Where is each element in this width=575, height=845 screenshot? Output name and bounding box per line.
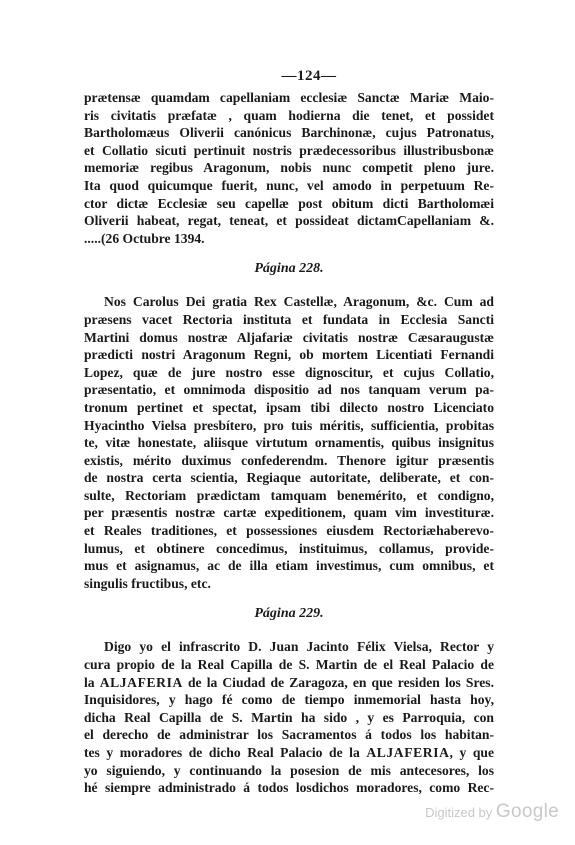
aljaferia-smallcaps: ALJAFERIA [99,674,183,690]
text-line: lumus, et obtinere concedimus, instituimus, collamus, provide- [84,540,494,556]
text-line: ctor dictæ Ecclesiæ seu capellæ post obitum dicti Bartholomæi [84,195,494,211]
text-line: Ita quod quicumque fuerit, nunc, vel amodo in perpetuum Re- [84,177,494,193]
text-line: te, vitæ honestate, aliisque virtutum ornamentis, quibus insignitus [84,435,494,451]
text-line: tes y moradores de dicho Real Palacio de la ALJAFERIA, y que [84,745,494,760]
aljaferia-smallcaps: ALJAFERIA [366,745,450,760]
text-line: singulis fructibus, etc. [84,575,211,591]
text-line: sulte, Rectoriam prædictam tamquam benemérito, et condigno, [84,487,494,503]
text-line: .....(26 Octubre 1394. [84,230,205,246]
text-line: Hyacintho Vielsa presbítero, pro tuis méritis, sufficientia, probitas [84,417,494,433]
text-line: existis, mérito duximus confederendm. Thenore igitur præsentis [84,452,494,468]
text-line: dicha Real Capilla de S. Martin ha sido , y es Parroquia, con [84,709,494,725]
text-line: prætensæ quamdam capellaniam ecclesiæ Sanctæ Mariæ Maio- [84,90,494,105]
text-line: el derecho de administrar los Sacramentos á todos los habitan- [84,727,494,743]
text-line: Nos Carolus Dei gratia Rex Castellæ, Aragonum, &c. Cum ad [104,294,494,310]
text-line: præsentatio, et omnimoda dispositio ad nos tanquam verum pa- [84,382,494,398]
watermark-prefix: Digitized by [425,805,493,820]
text-line: hé siempre administrado á todos losdichos moradores, como Rec- [84,780,494,796]
text-line: yo siguiendo, y continuando la posesion de mis antecesores, los [84,762,494,778]
section-heading-229: Página 229. [254,606,324,622]
google-logo: Google [495,801,559,822]
text-line: la ALJAFERIA de la Ciudad de Zaragoza, en que residen los Sres. [84,674,494,690]
text-line: Inquisidores, y hago fé como de tiempo inmemorial hasta hoy, [84,692,494,708]
paragraph-spanish [84,638,494,796]
text-line: Martini domus nostræ Aljafariæ civitatis nostræ Cæsaraugustæ [84,329,494,345]
text-line: prædicti nostri Aragonum Regni, ob mortem Licentiati Fernandi [84,347,494,363]
text-line: Bartholomæus Oliverii canónicus Barchinonæ, cujus Patronatus, [84,125,494,141]
page-number: —124— [281,68,337,84]
text-line: præsens vacet Rectoria instituta et fundata in Ecclesia Sancti [84,311,494,327]
text-line: Oliverii habeat, regat, teneat, et possideat dictamCapellaniam &. [84,213,494,229]
text-line: cura propio de la Real Capilla de S. Martin de el Real Palacio de [84,657,494,673]
text-line: per præsentis nostræ cartæ expeditionem, quam vim investituræ. [84,505,494,521]
text-line: et Collatio sicuti pertinuit nostris prædecessoribus illustribusbonæ [84,142,494,158]
text-line: mus et asignamus, ac de illa etiam investimus, cum omnibus, et [84,558,494,574]
text-line: tronum pertinet et spectat, ipsam tibi dilecto nostro Licenciato [84,399,494,415]
text-line: memoriæ regibus Aragonum, nobis nunc competit pleno jure. [84,160,494,176]
section-heading-228: Página 228. [254,261,324,277]
text-line: et Reales traditiones, et possessiones eiusdem Rectoriæhaberevo- [84,523,494,539]
paragraph-latin-1 [84,89,494,247]
text-line: Lopez, quæ de jure nostro esse dignoscitur, et cujus Collatio, [84,364,494,380]
text-line: ris civitatis præfatæ , quam hodierna die tenet, et possidet [84,107,494,123]
paragraph-latin-2 [84,293,494,592]
text-line: de nostra certa scientia, Regiaque autoritate, deliberate, et con- [84,470,494,486]
book-page [84,68,494,797]
text-line: Digo yo el infrascrito D. Juan Jacinto Félix Vielsa, Rector y [104,639,494,655]
digitized-by-watermark [425,801,559,823]
